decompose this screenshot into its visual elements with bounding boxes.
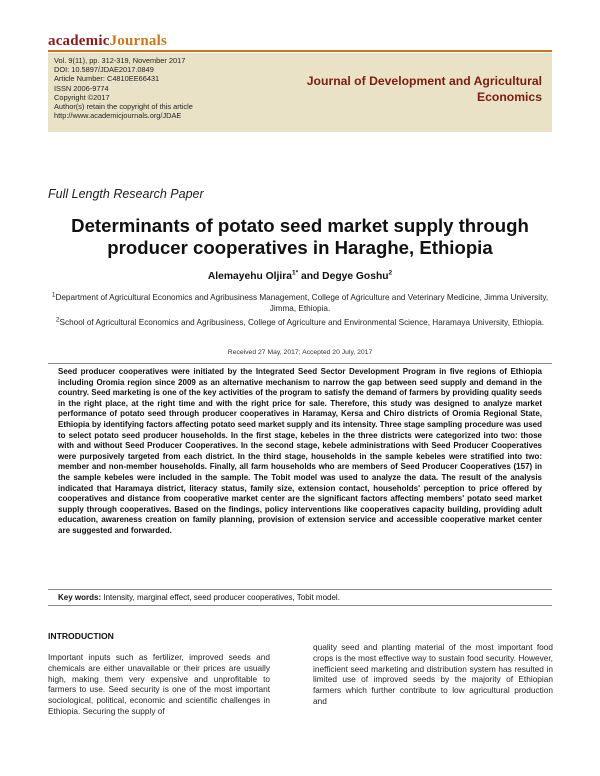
logo-part-academic: academic bbox=[48, 33, 110, 49]
logo-underline bbox=[48, 50, 552, 52]
introduction-heading: INTRODUCTION bbox=[48, 631, 114, 641]
intro-column-right: quality seed and planting material of the most important food crops is the most effective way to sustain food security. However, inefficient seed marketing and distribution system has resulted in limited use of improved seeds by the majority of Ethiopian farmers which further contribute to low agricultural production and bbox=[313, 642, 553, 706]
author-name: Degye Goshu bbox=[322, 271, 389, 282]
author-name: Alemayehu Oljira bbox=[207, 271, 292, 282]
affiliation-text: Department of Agricultural Economics and Agribusiness Management, College of Agriculture and Veterinary Medicine, Jimma University, Jimma, Ethiopia. bbox=[55, 293, 549, 313]
affiliation-text: School of Agricultural Economics and Agribusiness, College of Agriculture and Environmental Science, Haramaya University, Ethiopia. bbox=[59, 318, 545, 327]
author-affiliation-mark: 2 bbox=[388, 269, 393, 277]
meta-issn: ISSN 2006-9774 bbox=[54, 83, 109, 93]
journal-info-box bbox=[48, 53, 552, 132]
meta-url[interactable]: http://www.academicjournals.org/JDAE bbox=[54, 111, 182, 121]
publisher-logo bbox=[48, 32, 167, 50]
author-affiliation-mark: 1* bbox=[291, 269, 299, 277]
publication-metadata bbox=[54, 56, 193, 120]
author-list bbox=[48, 271, 552, 282]
meta-rights: Author(s) retain the copyright of this article bbox=[54, 102, 193, 112]
meta-article-number: Article Number: C4810EE66431 bbox=[54, 74, 160, 84]
affiliation-2 bbox=[48, 318, 552, 329]
keywords-label: Key words: bbox=[58, 593, 102, 602]
affiliation-1 bbox=[48, 293, 552, 314]
keywords-divider bbox=[48, 605, 552, 606]
article-type: Full Length Research Paper bbox=[48, 187, 204, 201]
keywords-line bbox=[58, 593, 548, 602]
intro-column-left: Important inputs such as fertilizer, improved seeds and chemicals are either unavailable or their prices are usually high, making them very expensive and unprofitable to farmers to use. Seed security is one of the most important sociological, political, economic and scientific challenges in Ethiopia. Securing the supply of bbox=[48, 652, 270, 716]
meta-volume: Vol. 9(11), pp. 312-319, November 2017 bbox=[54, 56, 186, 65]
paper-title: Determinants of potato seed market supply through producer cooperatives in Haraghe, Ethiopia bbox=[71, 215, 529, 258]
received-accepted-dates: Received 27 May, 2017; Accepted 20 July, 2017 bbox=[227, 349, 373, 356]
affiliation-number: 1 bbox=[51, 291, 56, 299]
logo-part-journals: Journals bbox=[109, 33, 168, 49]
meta-doi: DOI: 10.5897/JDAE2017.0849 bbox=[54, 65, 154, 75]
journal-name: Journal of Development and Agricultural Economics bbox=[306, 74, 542, 104]
keywords-text: Intensity, marginal effect, seed producer cooperatives, Tobit model. bbox=[103, 593, 340, 602]
author-separator: and bbox=[298, 271, 323, 282]
meta-copyright: Copyright ©2017 bbox=[54, 92, 110, 102]
abstract-text: Seed producer cooperatives were initiated by the Integrated Seed Sector Development Program in five regions of Ethiopia including Oromia region since 2009 as an alternative mechanism to narrow the gap between seed supply and demand in the country. Seed marketing is one of the key activities of the program to satisfy the demand of farmers by providing quality seeds in the right place, at the right time and with the right price for sale. Therefore, this study was designed to analyze market performance of potato seed through producer cooperatives in Haramay, Kersa and Chiro districts of Oromia Regional State, Ethiopia by identifying factors affecting potato seed market supply and its intensity. Three stage sampling procedure was used to select potato seed producer households. In the first stage, kebeles in the three districts were categorized into two: those with and without Seed Producer Cooperatives. In the second stage, kebele administrations with Seed Producer Cooperatives were purposively targeted from each district. In the third stage, households in the sample kebeles were stratified into two: member and non-member households. Finally, all farm households who are members of Seed Producer Cooperatives (157) in the sample kebeles were included in the sample. The Tobit model was used to analyze the data. The result of the analysis indicated that Haramaya district, literacy status, family size, extension contact, households' perception to price offered by cooperatives and distance from cooperative market center are the significant factors affecting members' potato seed market supply through cooperatives. Based on the findings, policy interventions like cooperatives capacity building, providing adult education, awareness creation on family planning, provision of extension service and accessible cooperative market center are suggested and forwarded. bbox=[58, 367, 542, 535]
abstract-box bbox=[48, 363, 552, 590]
affiliation-number: 2 bbox=[55, 316, 60, 324]
